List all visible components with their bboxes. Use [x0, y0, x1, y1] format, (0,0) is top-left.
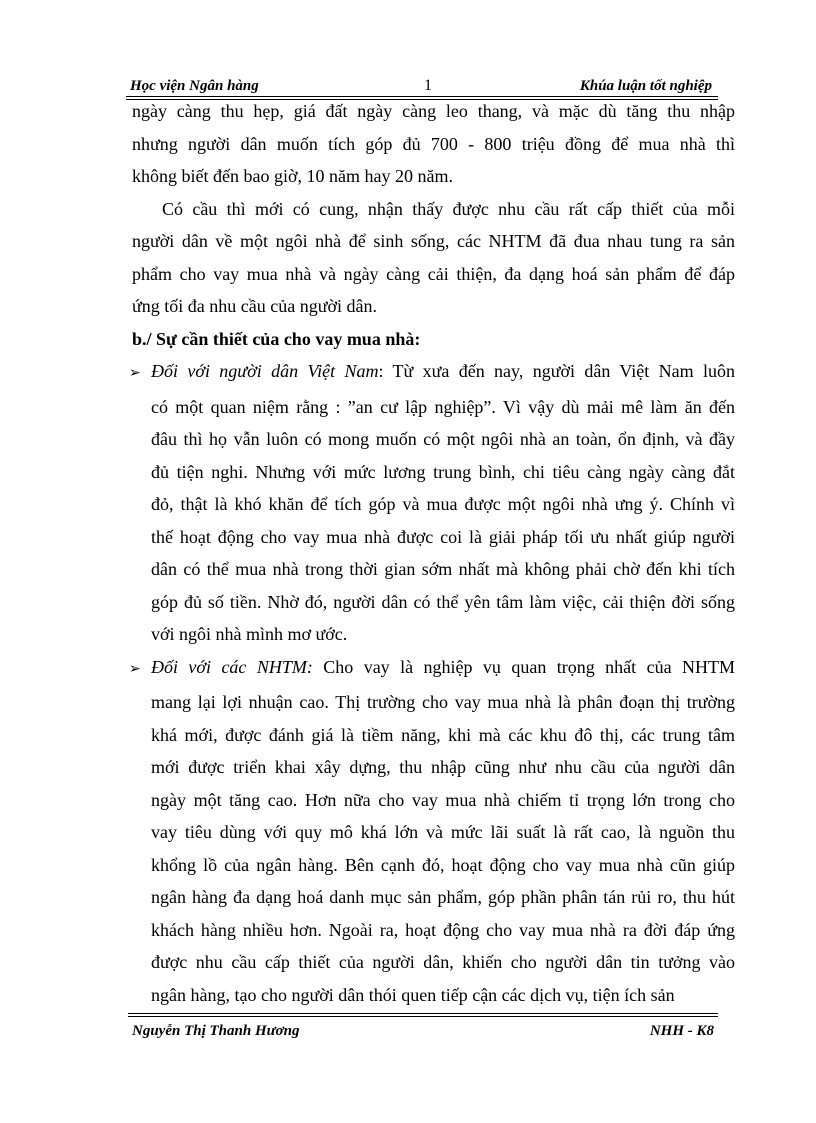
- bullet1-first-text: : Từ xưa đến nay, người dân Việt Nam luôn: [378, 361, 735, 381]
- page-number: 1: [424, 77, 432, 94]
- bullet2-first-line: [129, 651, 735, 687]
- bullet2-line: khá mới, được đánh giá là tiềm năng, khi mà các khu đô thị, các trung tâm: [151, 724, 735, 745]
- arrow-bullet-icon: ➢: [129, 661, 141, 677]
- bullet1-body: [132, 391, 735, 651]
- bullet2-line: khổng lồ của ngân hàng. Bên cạnh đó, hoạt động cho vay mua nhà cũn giúp: [151, 854, 735, 875]
- bullet2-first-text: Cho vay là nghiệp vụ quan trọng nhất của NHTM: [312, 656, 735, 677]
- bullet1-line: đỏ, thật là khó khăn để tích góp và mua được một ngôi nhà ưng ý. Chính vì: [151, 494, 735, 514]
- bullet2-body: [132, 686, 735, 1011]
- bullet2-line: mới được triển khai xây dựng, thu nhập cũng như nhu cầu của người dân: [151, 757, 735, 777]
- para1-line: nhưng người dân muốn tích góp đủ 700 - 800 triệu đồng để mua nhà thì: [132, 133, 735, 154]
- para2-line: phẩm cho vay mua nhà và ngày càng cải thiện, đa dạng hoá sản phẩm để đáp: [132, 263, 735, 284]
- para1-line: ngày càng thu hẹp, giá đất ngày càng leo thang, và mặc dù tăng thu nhập: [132, 101, 735, 121]
- para2-line: người dân về một ngôi nhà để sinh sống, các NHTM đã đua nhau tung ra sản: [132, 231, 735, 251]
- para1-line: không biết đến bao giờ, 10 năm hay 20 năm.: [132, 166, 453, 186]
- bullet1-line: có một quan niệm rằng : ”an cư lập nghiệp”. Vì vậy dù mải mê làm ăn đến: [151, 396, 735, 417]
- footer-author: Nguyễn Thị Thanh Hương: [132, 1023, 300, 1039]
- bullet2-line: ngân hàng, tạo cho người dân thói quen tiếp cận các dịch vụ, tiện ích sản: [151, 984, 675, 1005]
- bullet1-title: Đối với người dân Việt Nam: [151, 361, 379, 381]
- footer-rule-double: [128, 1016, 718, 1017]
- bullet1-line: đủ tiện nghi. Nhưng với mức lương trung bình, chi tiêu càng ngày càng đắt: [151, 461, 735, 482]
- header-left-title: Học viện Ngân hàng: [130, 78, 259, 94]
- header-right-title: Khúa luận tốt nghiệp: [579, 78, 712, 94]
- bullet2-line: vay tiêu dùng với quy mô khá lớn và mức lãi suất là rất cao, là nguồn thu: [151, 822, 735, 842]
- body-text: [129, 95, 735, 1011]
- bullet1-line: đâu thì họ vẫn luôn có mong muốn có một ngôi nhà an toàn, ổn định, và đầy: [151, 429, 735, 449]
- bullet2-line: mang lại lợi nhuận cao. Thị trường cho vay mua nhà là phân đoạn thị trường: [151, 692, 735, 712]
- para2-line: ứng tối đa nhu cầu của người dân.: [132, 296, 377, 316]
- bullet2-line: ngân hàng đa dạng hoá danh mục sản phẩm, góp phần phân tán rủi ro, thu hút: [151, 887, 735, 907]
- bullet1-first-line: [129, 355, 735, 391]
- arrow-bullet-icon: ➢: [129, 366, 141, 381]
- bullet1-line: với ngôi nhà mình mơ ước.: [151, 624, 348, 644]
- bullet2-title: Đối với các NHTM:: [151, 656, 313, 677]
- bullet2-line: khách hàng nhiều hơn. Ngoài ra, hoạt động cho vay mua nhà ra đời đáp ứng: [151, 919, 735, 940]
- bullet1-line: góp đủ số tiền. Nhờ đó, người dân có thể yên tâm làm việc, cải thiện đời sống: [151, 591, 735, 612]
- bullet1-line: dân có thể mua nhà trong thời gian sớm nhất mà không phải chờ đến khi tích: [151, 559, 735, 579]
- section-heading: b./ Sự cần thiết của cho vay mua nhà:: [132, 328, 421, 349]
- bullet2-line: được nhu cầu cấp thiết của người dân, khiến cho người dân tin tưởng vào: [151, 952, 735, 972]
- bullet2-line: ngày một tăng cao. Hơn nữa cho vay mua nhà chiếm tỉ trọng lớn trong cho: [151, 789, 735, 810]
- footer-rule: [128, 1013, 718, 1014]
- para2-line: Có cầu thì mới có cung, nhận thấy được nhu cầu rất cấp thiết của mỗi: [162, 198, 735, 219]
- footer-class: NHH - K8: [649, 1023, 714, 1039]
- bullet1-line: thế hoạt động cho vay mua nhà được coi là giải pháp tối ưu nhất giúp người: [151, 526, 735, 547]
